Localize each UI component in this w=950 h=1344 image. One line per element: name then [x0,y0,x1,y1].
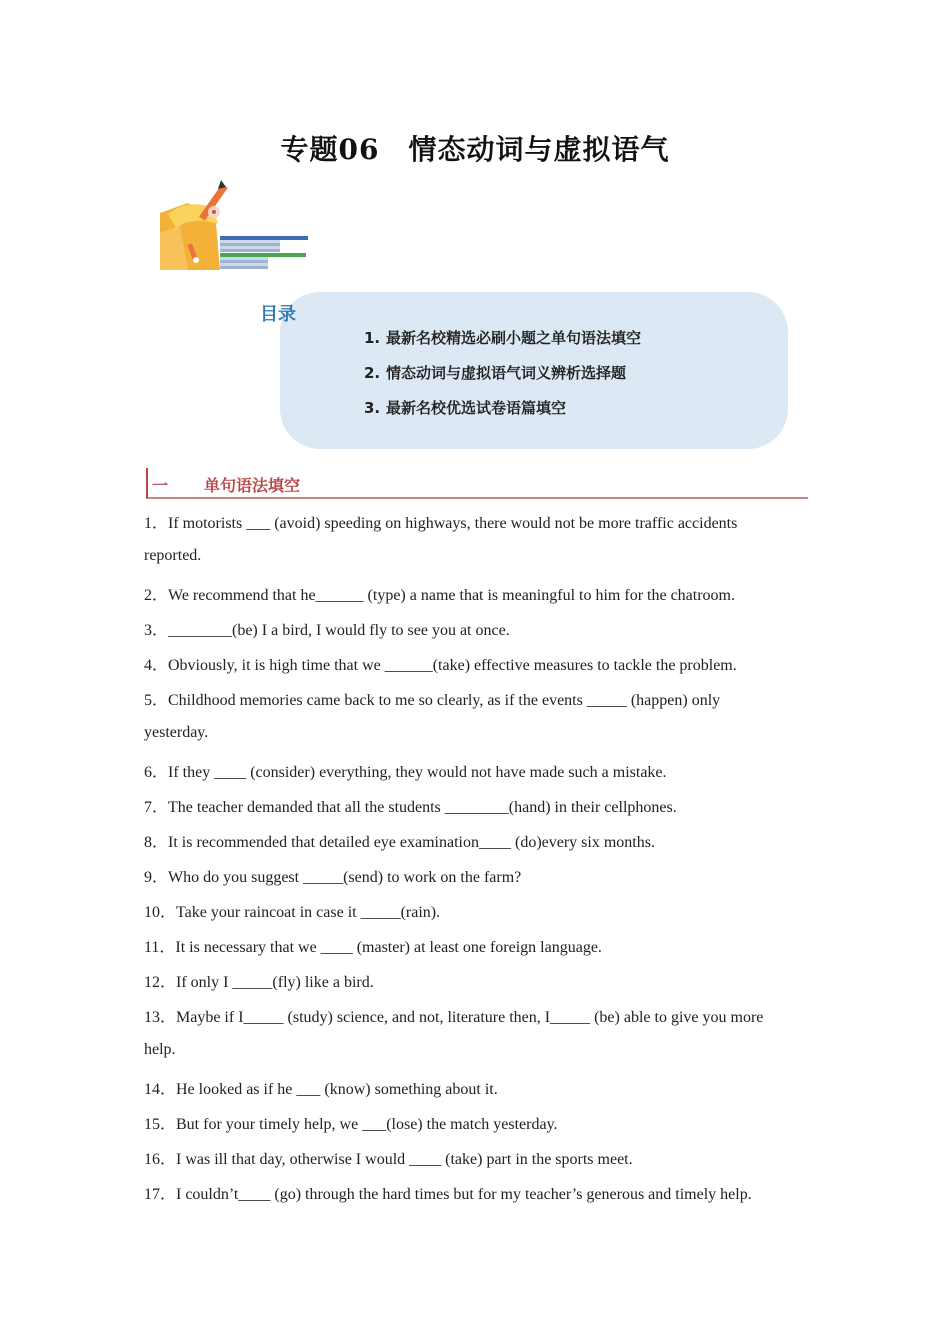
question-line: 8．It is recommended that detailed eye examination____ (do)every six months. [144,834,655,851]
question-line: 16．I was ill that day, otherwise I would ____ (take) part in the sports meet. [144,1151,633,1168]
question-line: 14．He looked as if he ___ (know) something about it. [144,1081,498,1098]
question-line: 1．If motorists ___ (avoid) speeding on highways, there would not be more traffic accidents [144,515,738,532]
question-line: 4．Obviously, it is high time that we ______(take) effective measures to tackle the problem. [144,657,737,674]
question-line: 9．Who do you suggest _____(send) to work on the farm? [144,869,522,886]
question-line: 5．Childhood memories came back to me so clearly, as if the events _____ (happen) only [144,692,721,709]
section-header [146,468,808,499]
question-line: 10．Take your raincoat in case it _____(rain). [144,904,441,921]
question-line: 2．We recommend that he______ (type) a name that is meaningful to him for the chatroom. [144,587,735,604]
question-line: 7．The teacher demanded that all the students ________(hand) in their cellphones. [144,799,677,816]
question-line: reported. [144,547,202,564]
toc-item-text: 最新名校优选试卷语篇填空 [386,399,567,417]
question-line: 6．If they ____ (consider) everything, they would not have made such a mistake. [144,764,667,781]
section-number: 一 [152,476,169,495]
toc-item-1[interactable] [364,327,641,348]
toc-item-num: 1. [364,329,381,347]
question-line: yesterday. [144,724,209,741]
toc-item-3[interactable] [364,397,566,418]
toc-item-text: 最新名校精选必刷小题之单句语法填空 [386,329,642,347]
toc-item-text: 情态动词与虚拟语气词义辨析选择题 [386,364,627,382]
page-title: 专题06 情态动词与虚拟语气 [280,133,670,166]
question-line: 13．Maybe if I_____ (study) science, and not, literature then, I_____ (be) able to give you more [144,1009,764,1026]
toc-item-num: 3. [364,399,381,417]
section-title: 单句语法填空 [204,476,301,495]
toc-item-num: 2. [364,364,381,382]
question-line: 15．But for your timely help, we ___(lose) the match yesterday. [144,1116,558,1133]
pencil-books-illustration [158,178,308,273]
question-line: help. [144,1041,176,1058]
toc-label: 目录 [260,304,296,325]
question-line: 17．I couldn’t____ (go) through the hard times but for my teacher’s generous and timely help. [144,1186,752,1203]
question-line: 12．If only I _____(fly) like a bird. [144,974,374,991]
toc-item-2[interactable] [364,362,626,383]
question-line: 3．________(be) I a bird, I would fly to see you at once. [144,622,510,639]
question-line: 11．It is necessary that we ____ (master) at least one foreign language. [144,939,602,956]
